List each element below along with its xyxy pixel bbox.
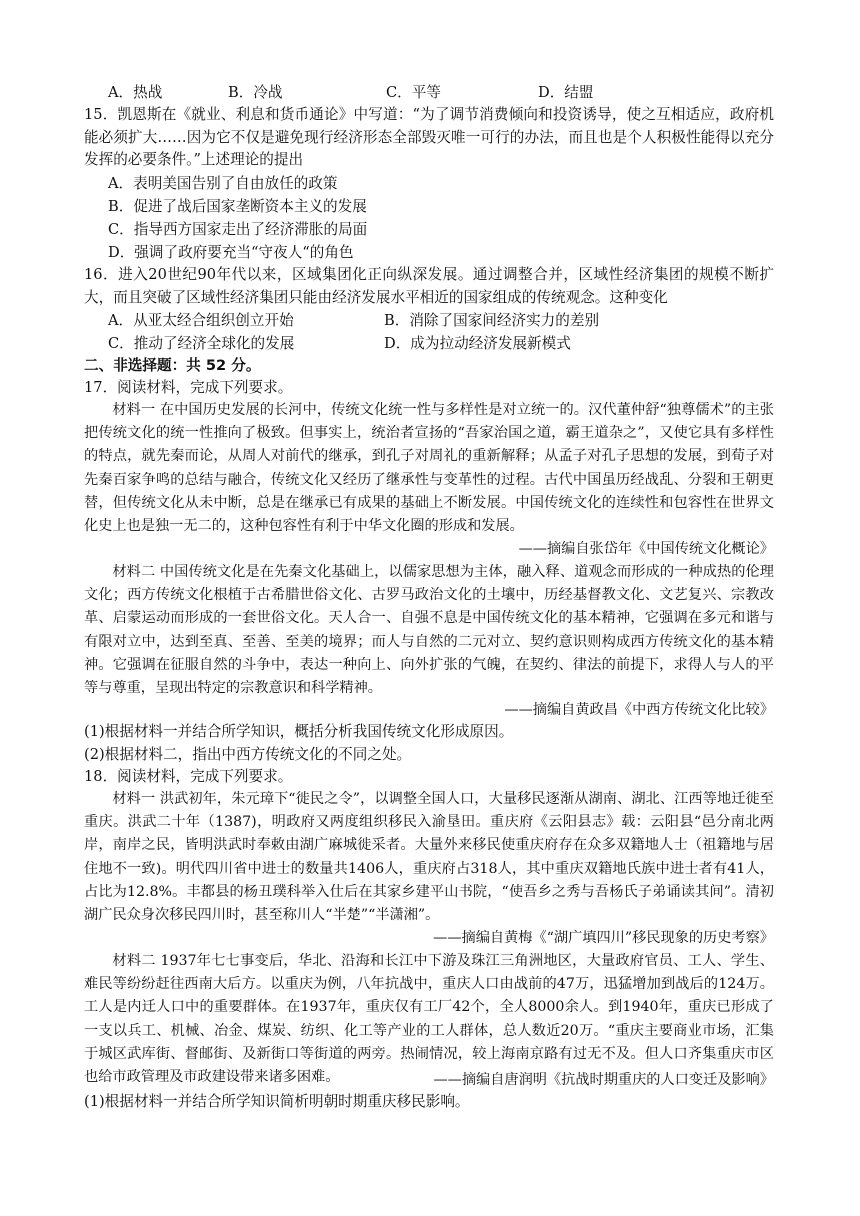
q17-material-two: 材料二 中国传统文化是在先秦文化基础上，以儒家思想为主体，融入释、道观念而形成的一种成热的伦理文化；西方传统文化根植于古希腊世俗文化、古罗马政治文化的土壤中，历经基督教文化、文艺复兴、宗教改革、启蒙运动而形成的一套世俗文化。天人合一、自强不息是中国传统文化的基本精神，它强调在多元和谐与有限对立中，达到至真、至善、至美的境界；而人与自然的二元对立、契约意识则构成西方传统文化的基本精神。它强调在征服自然的斗争中，表达一种向上、向外扩张的气魄，在契约、律法的前提下，求得人与人的平等与尊重，呈现出特定的宗教意识和科学精神。 bbox=[84, 564, 774, 697]
q14-option-a: A．热战 bbox=[108, 84, 163, 101]
q16-option-b: B．消除了国家间经济实力的差别 bbox=[384, 312, 600, 329]
q14-option-b: B．冷战 bbox=[228, 84, 283, 101]
q15-option-c: C．指导西方国家走出了经济滞胀的局面 bbox=[108, 221, 368, 238]
q18-material-one-source: ——摘编自黄梅《“湖广填四川”移民现象的历史考察》 bbox=[433, 930, 774, 946]
q15-option-b: B．促进了战后国家垄断资本主义的发展 bbox=[108, 198, 367, 215]
q16-stem: 16．进入20世纪90年代以来，区域集团化正向纵深发展。通过调整合并，区域性经济集团的规模不断扩大，而且突破了区域性经济集团只能由经济发展水平相近的国家组成的传统观念。这种变化 bbox=[84, 266, 774, 306]
q17-material-one: 材料一 在中国历史发展的长河中，传统文化统一性与多样性是对立统一的。汉代董仲舒“独尊儒术”的主张把传统文化的统一性推向了极致。但事实上，统治者宣扬的“吾家治国之道，霸王道杂之”，又使它具有多样性的特点，就先秦而论，从周人对前代的继承，到孔子对周礼的重新解释；从孟子对孔子思想的发展，到荀子对先秦百家争鸣的总结与融合，传统文化又经历了继承性与变革性的过程。古代中国虽历经战乱、分裂和王朝更替，但传统文化从未中断，总是在继承已有成果的基础上不断发展。中国传统文化的连续性和包容性在世界文化史上也是独一无二的，这种包容性有利于中华文化圈的形成和发展。 bbox=[84, 402, 774, 535]
q14-option-c: C．平等 bbox=[386, 84, 441, 101]
q17-stem: 17．阅读材料，完成下列要求。 bbox=[84, 379, 293, 396]
q18-material-one: 材料一 洪武初年，朱元璋下“徙民之令”，以调整全国人口，大量移民逐渐从湖南、湖北、江西等地迁徙至重庆。洪武二十年（1387)，明政府又两度组织移民入渝垦田。重庆府《云阳县志》载：云阳县“邑分南北两岸，南岸之民，皆明洪武时奉敕由湖广麻城徙采者。大量外来移民使重庆府存在众多双籍地人士（祖籍地与居住地不一致)。明代四川省中进士的数量共1406人，重庆府占318人，其中重庆双籍地氏族中进士者有41人，占比为12.8%。丰都县的杨丑璞科举入仕后在其家乡建平山书院，“使吾乡之秀与吾杨氏子弟诵读其间”。清初湖广民众身次移民四川时，甚至称川人“半楚”“半潇湘”。 bbox=[84, 791, 774, 924]
q14-option-d: D．结盟 bbox=[538, 84, 594, 101]
section-two-heading: 二、非选择题：共 52 分。 bbox=[84, 357, 261, 374]
q15-stem: 15．凯恩斯在《就业、利息和货币通论》中写道：“为了调节消费倾向和投资诱导，使之互相适应，政府机能必须扩大……因为它不仅是避免现行经济形态全部毁灭唯一可行的办法，而且也是个人积极性能得以充分发挥的必要条件。”上述理论的提出 bbox=[84, 106, 774, 169]
q15-option-a: A．表明美国告别了自由放任的政策 bbox=[108, 175, 338, 192]
q16-option-c: C．推动了经济全球化的发展 bbox=[108, 335, 295, 352]
q18-stem: 18．阅读材料，完成下列要求。 bbox=[84, 768, 293, 785]
q16-option-a: A．从亚太经合组织创立开始 bbox=[108, 312, 294, 329]
q17-material-one-source: ——摘编自张岱年《中国传统文化概论》 bbox=[518, 541, 774, 557]
q14-options bbox=[108, 82, 593, 105]
q18-material-two-source: ——摘编自唐润明《抗战时期重庆的人口变迁及影响》 bbox=[433, 1072, 774, 1088]
q18-material-two: 材料二 1937年七七事变后，华北、沿海和长江中下游及珠江三角洲地区，大量政府官员、工人、学生、难民等纷纷赶往西南大后方。以重庆为例，八年抗战中，重庆人口由战前的47万，迅猛增加到战后的124万。工人是内迁人口中的重要群体。在1937年，重庆仅有工厂42个，全人8000余人。到1940年，重庆已形成了一支以兵工、机械、冶金、煤炭、纺织、化工等产业的工人群体，总人数近20万。“重庆主要商业市场，汇集于城区武库街、督邮街、及新街口等街道的两旁。热闹情况，较上海南京路有过无不及。但人口齐集重庆市区也给市政管理及市政建设带来诸多困难。 bbox=[84, 953, 774, 1086]
q18-question-1: (1)根据材料一并结合所学知识简析明朝时期重庆移民影响。 bbox=[84, 1093, 470, 1110]
q17-question-1: (1)根据材料一并结合所学知识，概括分析我国传统文化形成原因。 bbox=[84, 723, 514, 740]
q17-material-two-source: ——摘编自黄政昌《中西方传统文化比较》 bbox=[504, 702, 774, 718]
q17-question-2: (2)根据材料二，指出中西方传统文化的不同之处。 bbox=[84, 746, 412, 763]
q15-option-d: D．强调了政府要充当“守夜人“的角色 bbox=[108, 244, 354, 261]
q16-option-d: D．成为拉动经济发展新模式 bbox=[384, 335, 571, 352]
q16-options-row2 bbox=[108, 333, 571, 356]
q16-options-row1 bbox=[108, 310, 599, 333]
